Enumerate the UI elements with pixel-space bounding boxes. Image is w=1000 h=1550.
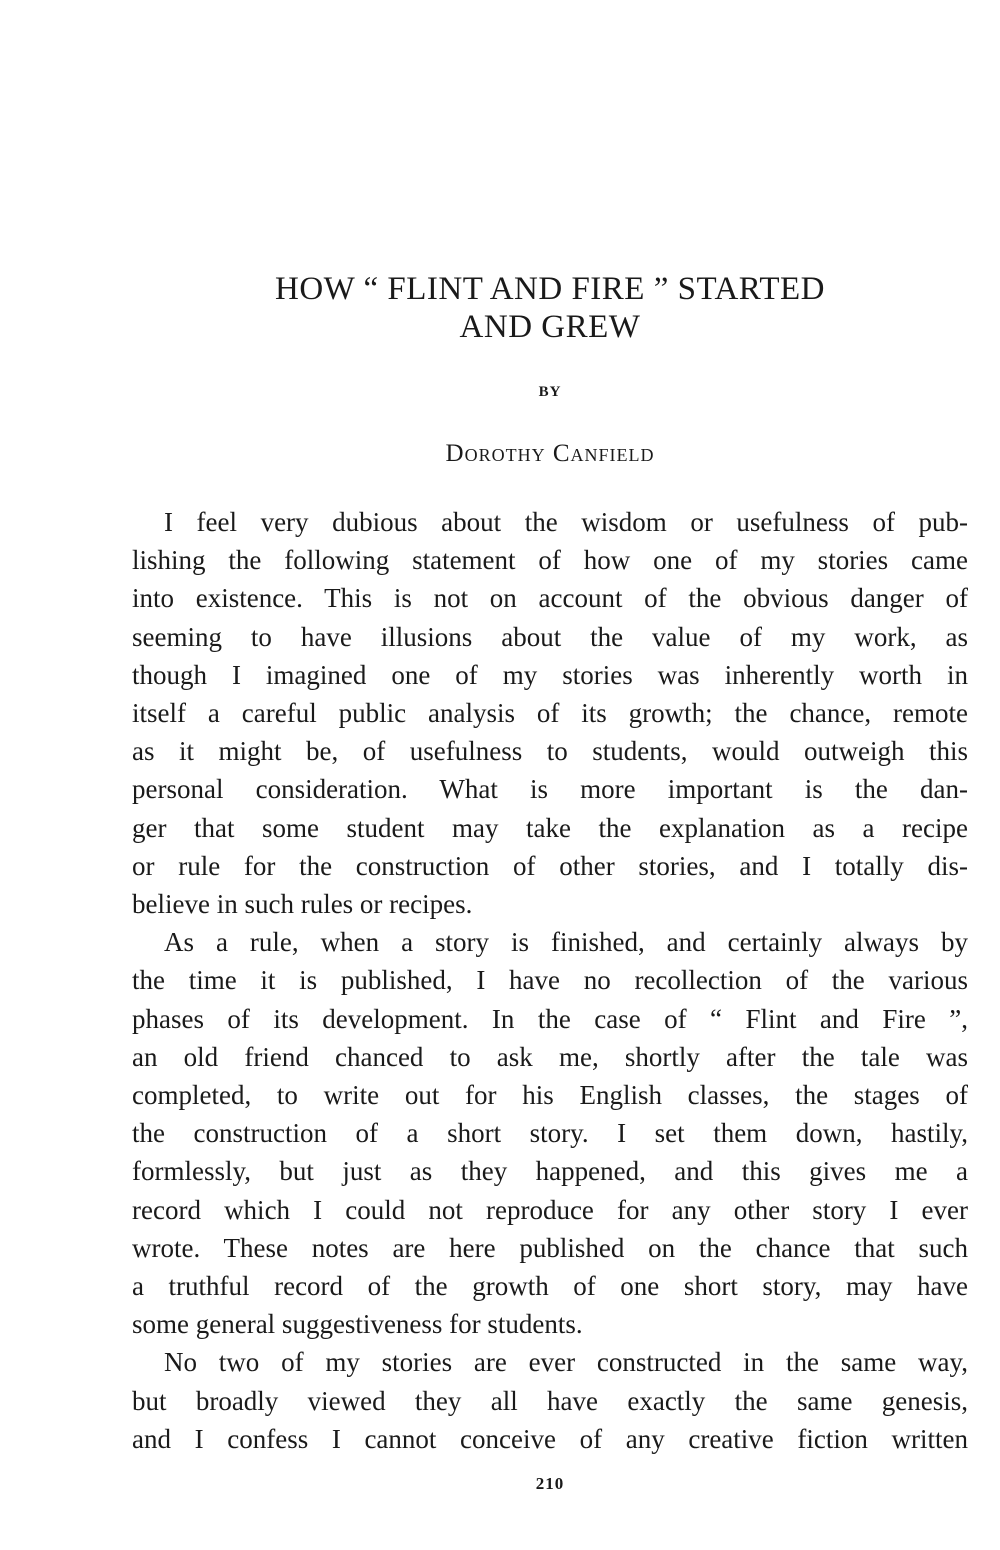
text-line: and I confess I cannot conceive of any creative fiction written bbox=[132, 1423, 968, 1454]
text-line: into existence. This is not on account of the obvious danger of bbox=[132, 583, 968, 614]
paragraph-3 bbox=[132, 1343, 968, 1458]
text-line: itself a careful public analysis of its growth; the chance, remote bbox=[132, 698, 968, 729]
text-line: believe in such rules or recipes. bbox=[132, 889, 473, 920]
chapter-title bbox=[130, 270, 970, 346]
paragraph-1 bbox=[132, 503, 968, 923]
body-text bbox=[132, 503, 968, 1458]
text-line: a truthful record of the growth of one short story, may have bbox=[132, 1271, 968, 1302]
text-line: as it might be, of usefulness to students, would outweigh this bbox=[132, 736, 968, 767]
byline: BY bbox=[538, 384, 562, 400]
text-line: I feel very dubious about the wisdom or usefulness of pub- bbox=[164, 507, 968, 537]
text-line: but broadly viewed they all have exactly the same genesis, bbox=[132, 1385, 968, 1416]
text-line: formlessly, but just as they happened, and this gives me a bbox=[132, 1156, 968, 1187]
text-line: phases of its development. In the case of “ Flint and Fire ”, bbox=[132, 1003, 968, 1034]
text-line: As a rule, when a story is finished, and certainly always by bbox=[164, 927, 968, 958]
text-line: the construction of a short story. I set them down, hastily, bbox=[132, 1118, 968, 1149]
text-line: the time it is published, I have no recollection of the various bbox=[132, 965, 968, 996]
text-line: record which I could not reproduce for any other story I ever bbox=[132, 1194, 968, 1225]
text-line: completed, to write out for his English classes, the stages of bbox=[132, 1080, 968, 1111]
text-line: an old friend chanced to ask me, shortly after the tale was bbox=[132, 1041, 968, 1072]
text-line: No two of my stories are ever constructed in the same way, bbox=[164, 1347, 968, 1378]
text-line: or rule for the construction of other stories, and I totally dis- bbox=[132, 850, 968, 881]
text-line: personal consideration. What is more important is the dan- bbox=[132, 774, 968, 805]
text-line: lishing the following statement of how one of my stories came bbox=[132, 545, 968, 576]
text-line: ger that some student may take the explanation as a recipe bbox=[132, 812, 968, 843]
author-name: Dorothy Canfield bbox=[445, 440, 655, 467]
paragraph-2 bbox=[132, 923, 968, 1343]
title-line-1: HOW “ FLINT AND FIRE ” STARTED bbox=[275, 271, 825, 307]
text-line: though I imagined one of my stories was inherently worth in bbox=[132, 659, 968, 690]
text-line: wrote. These notes are here published on the chance that such bbox=[132, 1232, 968, 1263]
title-line-2: AND GREW bbox=[459, 309, 641, 345]
text-line: seeming to have illusions about the value of my work, as bbox=[132, 621, 968, 652]
page-number: 210 bbox=[535, 1474, 565, 1493]
text-line: some general suggestiveness for students. bbox=[132, 1309, 583, 1340]
